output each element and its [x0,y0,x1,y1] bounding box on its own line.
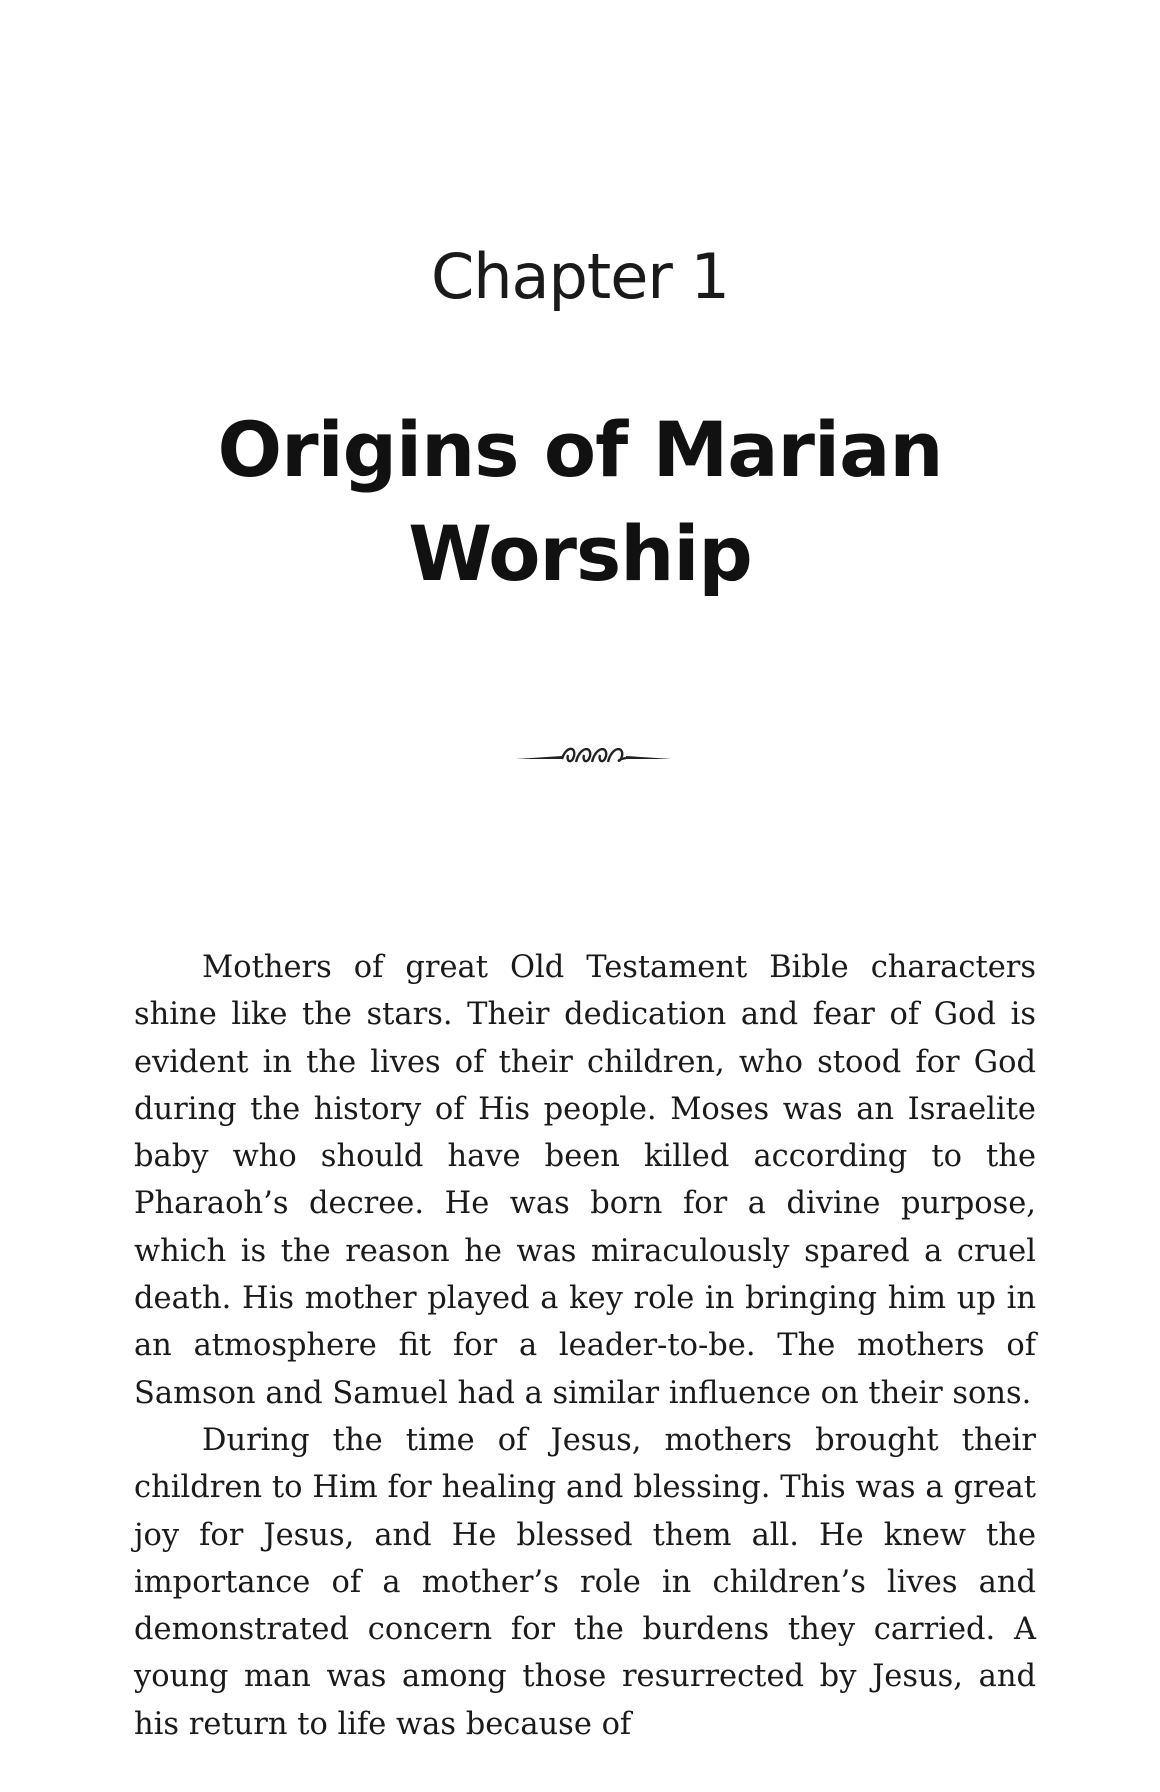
chapter-label: Chapter 1 [430,240,730,313]
scroll-flourish-divider-icon [514,738,674,774]
chapter-title [0,398,1160,606]
chapter-title-line-2: Worship [408,509,752,598]
paragraph-2: During the time of Jesus, mothers brought their children to Him for healing and blessing. This was a great joy for Jesus, and He blessed them all. He knew the importance of a mother’s role in children’s lives and demonstrated concern for the burdens they carried. A young man was among those resurrected by Jesus, and his return to life was because of [134,1422,1036,1742]
paragraph-1: Mothers of great Old Testament Bible characters shine like the stars. Their dedication and fear of God is evident in the lives of their children, who stood for God during the history of His people. Moses was an Israelite baby who should have been killed according to the Pharaoh’s decree. He was born for a divine purpose, which is the reason he was miraculously spared a cruel death. His mother played a key role in bringing him up in an atmosphere fit for a leader-to-be. The mothers of Samson and Samuel had a similar influence on their sons. [134,950,1036,1411]
chapter-title-line-1: Origins of Marian [217,405,943,494]
body-text [134,944,1036,1748]
